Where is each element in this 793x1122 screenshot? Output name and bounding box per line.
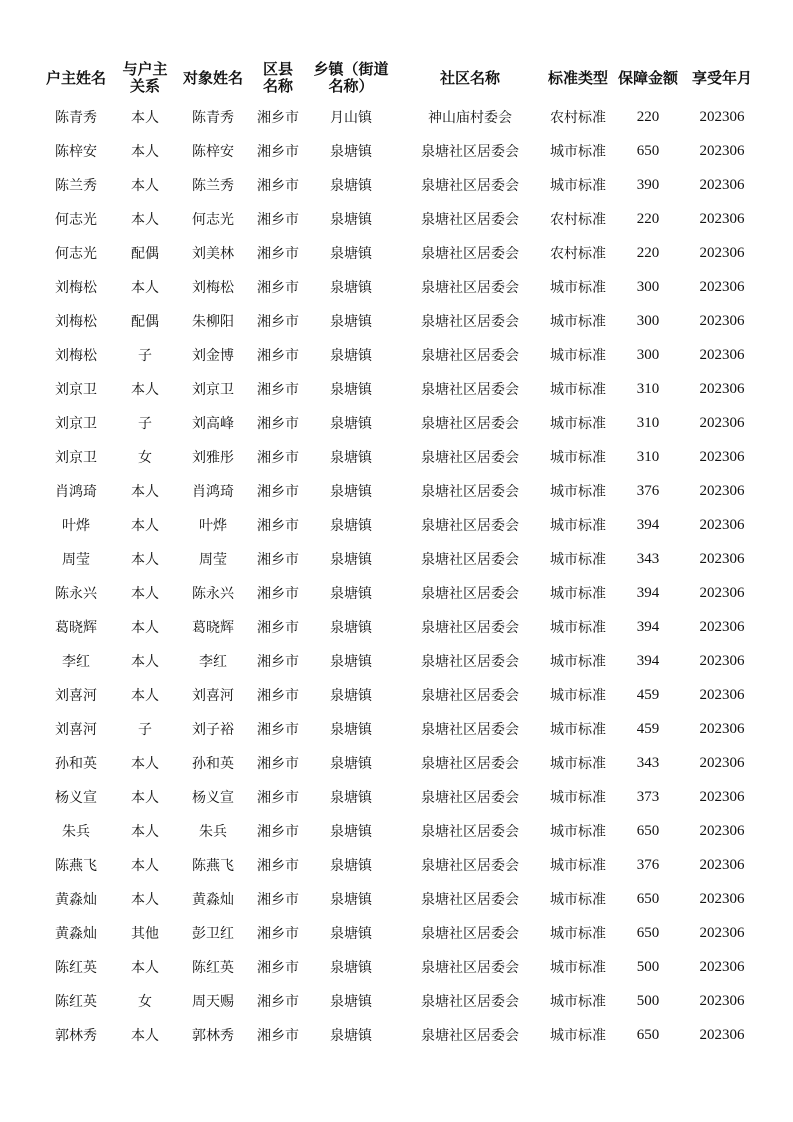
table-row	[38, 134, 760, 168]
householder-name-cell: 陈梓安	[55, 144, 97, 160]
community-cell: 泉塘社区居委会	[421, 620, 519, 636]
county-cell: 湘乡市	[257, 620, 299, 636]
community-cell: 神山庙村委会	[428, 110, 512, 126]
table-body	[38, 100, 760, 1052]
recipient-name-cell: 刘金博	[192, 348, 234, 364]
table-row	[38, 168, 760, 202]
amount-cell: 343	[636, 754, 660, 771]
recipient-name-cell: 陈燕飞	[192, 858, 234, 874]
table-row	[38, 508, 760, 542]
standard-type-cell: 城市标准	[550, 586, 606, 602]
table-row	[38, 814, 760, 848]
amount-cell: 650	[636, 1026, 660, 1043]
standard-type-cell: 城市标准	[550, 926, 606, 942]
county-cell: 湘乡市	[257, 280, 299, 296]
town-cell: 泉塘镇	[330, 314, 372, 330]
recipient-name-cell: 葛晓辉	[192, 620, 234, 636]
community-cell: 泉塘社区居委会	[421, 518, 519, 534]
county-cell: 湘乡市	[257, 994, 299, 1010]
town-cell: 月山镇	[330, 110, 372, 126]
recipient-name-cell: 黄淼灿	[192, 892, 234, 908]
standard-type-cell: 城市标准	[550, 960, 606, 976]
amount-cell: 650	[636, 890, 660, 907]
table-row	[38, 1018, 760, 1052]
amount-cell: 650	[636, 142, 660, 159]
householder-name-cell: 杨义宣	[55, 790, 97, 806]
town-cell: 泉塘镇	[330, 1028, 372, 1044]
table-row	[38, 916, 760, 950]
town-cell: 泉塘镇	[330, 450, 372, 466]
period-cell: 202306	[699, 482, 745, 499]
relationship-cell: 本人	[131, 688, 159, 704]
town-cell: 泉塘镇	[330, 348, 372, 364]
relationship-cell: 本人	[131, 960, 159, 976]
town-cell: 泉塘镇	[330, 382, 372, 398]
standard-type-cell: 城市标准	[550, 858, 606, 874]
amount-cell: 310	[636, 414, 660, 431]
table-row	[38, 304, 760, 338]
period-cell: 202306	[699, 924, 745, 941]
standard-type-cell: 城市标准	[550, 178, 606, 194]
town-cell: 泉塘镇	[330, 994, 372, 1010]
community-cell: 泉塘社区居委会	[421, 246, 519, 262]
householder-name-cell: 刘喜河	[55, 722, 97, 738]
period-cell: 202306	[699, 142, 745, 159]
town-cell: 泉塘镇	[330, 756, 372, 772]
county-cell: 湘乡市	[257, 552, 299, 568]
assistance-table	[38, 56, 760, 1052]
community-cell: 泉塘社区居委会	[421, 586, 519, 602]
householder-name-cell: 葛晓辉	[55, 620, 97, 636]
householder-name-cell: 刘京卫	[55, 416, 97, 432]
householder-name-cell: 陈燕飞	[55, 858, 97, 874]
community-cell: 泉塘社区居委会	[421, 552, 519, 568]
amount-cell: 394	[636, 652, 660, 669]
relationship-cell: 本人	[131, 790, 159, 806]
county-cell: 湘乡市	[257, 246, 299, 262]
period-cell: 202306	[699, 244, 745, 261]
period-cell: 202306	[699, 380, 745, 397]
amount-cell: 343	[636, 550, 660, 567]
standard-type-cell: 城市标准	[550, 654, 606, 670]
period-cell: 202306	[699, 278, 745, 295]
county-cell: 湘乡市	[257, 110, 299, 126]
county-cell: 湘乡市	[257, 518, 299, 534]
town-cell: 泉塘镇	[330, 960, 372, 976]
amount-cell: 220	[636, 108, 660, 125]
amount-cell: 459	[636, 720, 660, 737]
table-row	[38, 270, 760, 304]
table-row	[38, 984, 760, 1018]
table-row	[38, 950, 760, 984]
community-cell: 泉塘社区居委会	[421, 382, 519, 398]
relationship-cell: 子	[138, 722, 152, 738]
county-cell: 湘乡市	[257, 586, 299, 602]
county-cell: 湘乡市	[257, 1028, 299, 1044]
householder-name-cell: 黄淼灿	[55, 926, 97, 942]
community-cell: 泉塘社区居委会	[421, 348, 519, 364]
amount-cell: 500	[636, 992, 660, 1009]
period-cell: 202306	[699, 414, 745, 431]
householder-name-cell: 叶烨	[62, 518, 90, 534]
table-row	[38, 712, 760, 746]
householder-name-cell: 陈红英	[55, 960, 97, 976]
community-cell: 泉塘社区居委会	[421, 926, 519, 942]
standard-type-cell: 城市标准	[550, 314, 606, 330]
community-cell: 泉塘社区居委会	[421, 790, 519, 806]
county-cell: 湘乡市	[257, 858, 299, 874]
recipient-name-cell: 肖鸿琦	[192, 484, 234, 500]
county-cell: 湘乡市	[257, 348, 299, 364]
community-cell: 泉塘社区居委会	[421, 960, 519, 976]
county-cell: 湘乡市	[257, 790, 299, 806]
relationship-cell: 配偶	[131, 314, 159, 330]
recipient-name-cell: 刘美林	[192, 246, 234, 262]
relationship-cell: 本人	[131, 382, 159, 398]
period-cell: 202306	[699, 822, 745, 839]
amount-cell: 394	[636, 618, 660, 635]
amount-cell: 300	[636, 278, 660, 295]
standard-type-cell: 城市标准	[550, 790, 606, 806]
county-cell: 湘乡市	[257, 178, 299, 194]
standard-type-cell: 城市标准	[550, 518, 606, 534]
recipient-name-cell: 陈永兴	[192, 586, 234, 602]
amount-cell: 500	[636, 958, 660, 975]
period-cell: 202306	[699, 720, 745, 737]
recipient-name-cell: 朱柳阳	[192, 314, 234, 330]
amount-cell: 220	[636, 244, 660, 261]
relationship-cell: 其他	[131, 926, 159, 942]
relationship-cell: 本人	[131, 144, 159, 160]
community-cell: 泉塘社区居委会	[421, 722, 519, 738]
standard-type-cell: 城市标准	[550, 892, 606, 908]
town-cell: 泉塘镇	[330, 416, 372, 432]
householder-name-cell: 周莹	[62, 552, 90, 568]
recipient-name-cell: 周天赐	[192, 994, 234, 1010]
standard-type-cell: 城市标准	[550, 382, 606, 398]
table-row	[38, 644, 760, 678]
community-cell: 泉塘社区居委会	[421, 1028, 519, 1044]
relationship-cell: 本人	[131, 1028, 159, 1044]
amount-cell: 300	[636, 312, 660, 329]
standard-type-cell: 城市标准	[550, 722, 606, 738]
relationship-cell: 子	[138, 348, 152, 364]
relationship-cell: 本人	[131, 110, 159, 126]
table-row	[38, 542, 760, 576]
period-cell: 202306	[699, 618, 745, 635]
householder-name-cell: 刘喜河	[55, 688, 97, 704]
recipient-name-cell: 陈兰秀	[192, 178, 234, 194]
relationship-cell: 本人	[131, 212, 159, 228]
period-cell: 202306	[699, 754, 745, 771]
table-row	[38, 202, 760, 236]
town-cell: 泉塘镇	[330, 212, 372, 228]
table-header-row	[38, 56, 760, 100]
header-town: 乡镇（街道 名称）	[313, 60, 389, 95]
community-cell: 泉塘社区居委会	[421, 858, 519, 874]
town-cell: 泉塘镇	[330, 552, 372, 568]
header-period: 享受年月	[691, 68, 752, 87]
document-sheet	[38, 56, 760, 1052]
period-cell: 202306	[699, 992, 745, 1009]
standard-type-cell: 城市标准	[550, 144, 606, 160]
relationship-cell: 女	[138, 994, 152, 1010]
community-cell: 泉塘社区居委会	[421, 688, 519, 704]
householder-name-cell: 陈兰秀	[55, 178, 97, 194]
table-row	[38, 406, 760, 440]
relationship-cell: 本人	[131, 824, 159, 840]
county-cell: 湘乡市	[257, 450, 299, 466]
recipient-name-cell: 刘高峰	[192, 416, 234, 432]
householder-name-cell: 肖鸿琦	[55, 484, 97, 500]
community-cell: 泉塘社区居委会	[421, 450, 519, 466]
community-cell: 泉塘社区居委会	[421, 824, 519, 840]
header-householder-name: 户主姓名	[45, 68, 106, 87]
recipient-name-cell: 刘雅彤	[192, 450, 234, 466]
householder-name-cell: 何志光	[55, 212, 97, 228]
householder-name-cell: 黄淼灿	[55, 892, 97, 908]
recipient-name-cell: 朱兵	[199, 824, 227, 840]
county-cell: 湘乡市	[257, 892, 299, 908]
recipient-name-cell: 何志光	[192, 212, 234, 228]
amount-cell: 650	[636, 924, 660, 941]
standard-type-cell: 城市标准	[550, 994, 606, 1010]
recipient-name-cell: 陈青秀	[192, 110, 234, 126]
header-relationship: 与户主 关系	[122, 60, 168, 95]
relationship-cell: 本人	[131, 552, 159, 568]
recipient-name-cell: 郭林秀	[192, 1028, 234, 1044]
table-row	[38, 882, 760, 916]
relationship-cell: 本人	[131, 586, 159, 602]
table-row	[38, 848, 760, 882]
town-cell: 泉塘镇	[330, 892, 372, 908]
county-cell: 湘乡市	[257, 382, 299, 398]
period-cell: 202306	[699, 210, 745, 227]
period-cell: 202306	[699, 584, 745, 601]
relationship-cell: 本人	[131, 892, 159, 908]
recipient-name-cell: 周莹	[199, 552, 227, 568]
relationship-cell: 子	[138, 416, 152, 432]
community-cell: 泉塘社区居委会	[421, 994, 519, 1010]
county-cell: 湘乡市	[257, 722, 299, 738]
county-cell: 湘乡市	[257, 926, 299, 942]
table-row	[38, 678, 760, 712]
period-cell: 202306	[699, 176, 745, 193]
relationship-cell: 本人	[131, 518, 159, 534]
standard-type-cell: 农村标准	[550, 212, 606, 228]
period-cell: 202306	[699, 788, 745, 805]
town-cell: 泉塘镇	[330, 824, 372, 840]
town-cell: 泉塘镇	[330, 178, 372, 194]
county-cell: 湘乡市	[257, 824, 299, 840]
standard-type-cell: 城市标准	[550, 688, 606, 704]
county-cell: 湘乡市	[257, 654, 299, 670]
county-cell: 湘乡市	[257, 688, 299, 704]
town-cell: 泉塘镇	[330, 620, 372, 636]
period-cell: 202306	[699, 516, 745, 533]
standard-type-cell: 农村标准	[550, 246, 606, 262]
period-cell: 202306	[699, 686, 745, 703]
town-cell: 泉塘镇	[330, 280, 372, 296]
period-cell: 202306	[699, 346, 745, 363]
recipient-name-cell: 陈梓安	[192, 144, 234, 160]
standard-type-cell: 城市标准	[550, 552, 606, 568]
town-cell: 泉塘镇	[330, 654, 372, 670]
table-row	[38, 100, 760, 134]
community-cell: 泉塘社区居委会	[421, 212, 519, 228]
householder-name-cell: 孙和英	[55, 756, 97, 772]
town-cell: 泉塘镇	[330, 722, 372, 738]
header-community: 社区名称	[439, 68, 500, 87]
period-cell: 202306	[699, 958, 745, 975]
relationship-cell: 配偶	[131, 246, 159, 262]
standard-type-cell: 城市标准	[550, 756, 606, 772]
header-amount: 保障金额	[617, 68, 678, 87]
community-cell: 泉塘社区居委会	[421, 892, 519, 908]
relationship-cell: 本人	[131, 484, 159, 500]
town-cell: 泉塘镇	[330, 926, 372, 942]
householder-name-cell: 李红	[62, 654, 90, 670]
period-cell: 202306	[699, 890, 745, 907]
town-cell: 泉塘镇	[330, 688, 372, 704]
standard-type-cell: 农村标准	[550, 110, 606, 126]
standard-type-cell: 城市标准	[550, 1028, 606, 1044]
table-row	[38, 236, 760, 270]
period-cell: 202306	[699, 108, 745, 125]
town-cell: 泉塘镇	[330, 858, 372, 874]
relationship-cell: 本人	[131, 654, 159, 670]
period-cell: 202306	[699, 448, 745, 465]
table-row	[38, 474, 760, 508]
amount-cell: 373	[636, 788, 660, 805]
header-recipient-name: 对象姓名	[182, 68, 243, 87]
town-cell: 泉塘镇	[330, 484, 372, 500]
relationship-cell: 本人	[131, 178, 159, 194]
header-standard-type: 标准类型	[547, 68, 608, 87]
community-cell: 泉塘社区居委会	[421, 178, 519, 194]
householder-name-cell: 朱兵	[62, 824, 90, 840]
community-cell: 泉塘社区居委会	[421, 654, 519, 670]
amount-cell: 376	[636, 856, 660, 873]
recipient-name-cell: 刘喜河	[192, 688, 234, 704]
recipient-name-cell: 陈红英	[192, 960, 234, 976]
amount-cell: 300	[636, 346, 660, 363]
table-row	[38, 610, 760, 644]
recipient-name-cell: 杨义宣	[192, 790, 234, 806]
householder-name-cell: 陈红英	[55, 994, 97, 1010]
recipient-name-cell: 李红	[199, 654, 227, 670]
header-county: 区县 名称	[262, 60, 293, 95]
amount-cell: 394	[636, 516, 660, 533]
community-cell: 泉塘社区居委会	[421, 416, 519, 432]
town-cell: 泉塘镇	[330, 246, 372, 262]
amount-cell: 310	[636, 448, 660, 465]
householder-name-cell: 刘京卫	[55, 450, 97, 466]
standard-type-cell: 城市标准	[550, 416, 606, 432]
amount-cell: 376	[636, 482, 660, 499]
town-cell: 泉塘镇	[330, 144, 372, 160]
county-cell: 湘乡市	[257, 416, 299, 432]
standard-type-cell: 城市标准	[550, 348, 606, 364]
period-cell: 202306	[699, 652, 745, 669]
standard-type-cell: 城市标准	[550, 280, 606, 296]
town-cell: 泉塘镇	[330, 586, 372, 602]
period-cell: 202306	[699, 312, 745, 329]
relationship-cell: 本人	[131, 858, 159, 874]
recipient-name-cell: 叶烨	[199, 518, 227, 534]
county-cell: 湘乡市	[257, 960, 299, 976]
amount-cell: 390	[636, 176, 660, 193]
householder-name-cell: 刘梅松	[55, 314, 97, 330]
period-cell: 202306	[699, 856, 745, 873]
community-cell: 泉塘社区居委会	[421, 484, 519, 500]
amount-cell: 220	[636, 210, 660, 227]
amount-cell: 459	[636, 686, 660, 703]
standard-type-cell: 城市标准	[550, 450, 606, 466]
householder-name-cell: 刘梅松	[55, 348, 97, 364]
recipient-name-cell: 孙和英	[192, 756, 234, 772]
table-row	[38, 372, 760, 406]
relationship-cell: 本人	[131, 620, 159, 636]
table-row	[38, 338, 760, 372]
county-cell: 湘乡市	[257, 144, 299, 160]
relationship-cell: 本人	[131, 756, 159, 772]
county-cell: 湘乡市	[257, 756, 299, 772]
town-cell: 泉塘镇	[330, 518, 372, 534]
table-row	[38, 576, 760, 610]
standard-type-cell: 城市标准	[550, 484, 606, 500]
period-cell: 202306	[699, 550, 745, 567]
relationship-cell: 女	[138, 450, 152, 466]
town-cell: 泉塘镇	[330, 790, 372, 806]
table-row	[38, 780, 760, 814]
community-cell: 泉塘社区居委会	[421, 280, 519, 296]
relationship-cell: 本人	[131, 280, 159, 296]
standard-type-cell: 城市标准	[550, 824, 606, 840]
county-cell: 湘乡市	[257, 484, 299, 500]
county-cell: 湘乡市	[257, 314, 299, 330]
standard-type-cell: 城市标准	[550, 620, 606, 636]
householder-name-cell: 陈永兴	[55, 586, 97, 602]
recipient-name-cell: 彭卫红	[192, 926, 234, 942]
community-cell: 泉塘社区居委会	[421, 144, 519, 160]
community-cell: 泉塘社区居委会	[421, 756, 519, 772]
householder-name-cell: 刘京卫	[55, 382, 97, 398]
householder-name-cell: 郭林秀	[55, 1028, 97, 1044]
county-cell: 湘乡市	[257, 212, 299, 228]
amount-cell: 310	[636, 380, 660, 397]
recipient-name-cell: 刘子裕	[192, 722, 234, 738]
amount-cell: 394	[636, 584, 660, 601]
community-cell: 泉塘社区居委会	[421, 314, 519, 330]
table-row	[38, 440, 760, 474]
householder-name-cell: 何志光	[55, 246, 97, 262]
amount-cell: 650	[636, 822, 660, 839]
householder-name-cell: 陈青秀	[55, 110, 97, 126]
period-cell: 202306	[699, 1026, 745, 1043]
table-row	[38, 746, 760, 780]
recipient-name-cell: 刘京卫	[192, 382, 234, 398]
householder-name-cell: 刘梅松	[55, 280, 97, 296]
recipient-name-cell: 刘梅松	[192, 280, 234, 296]
